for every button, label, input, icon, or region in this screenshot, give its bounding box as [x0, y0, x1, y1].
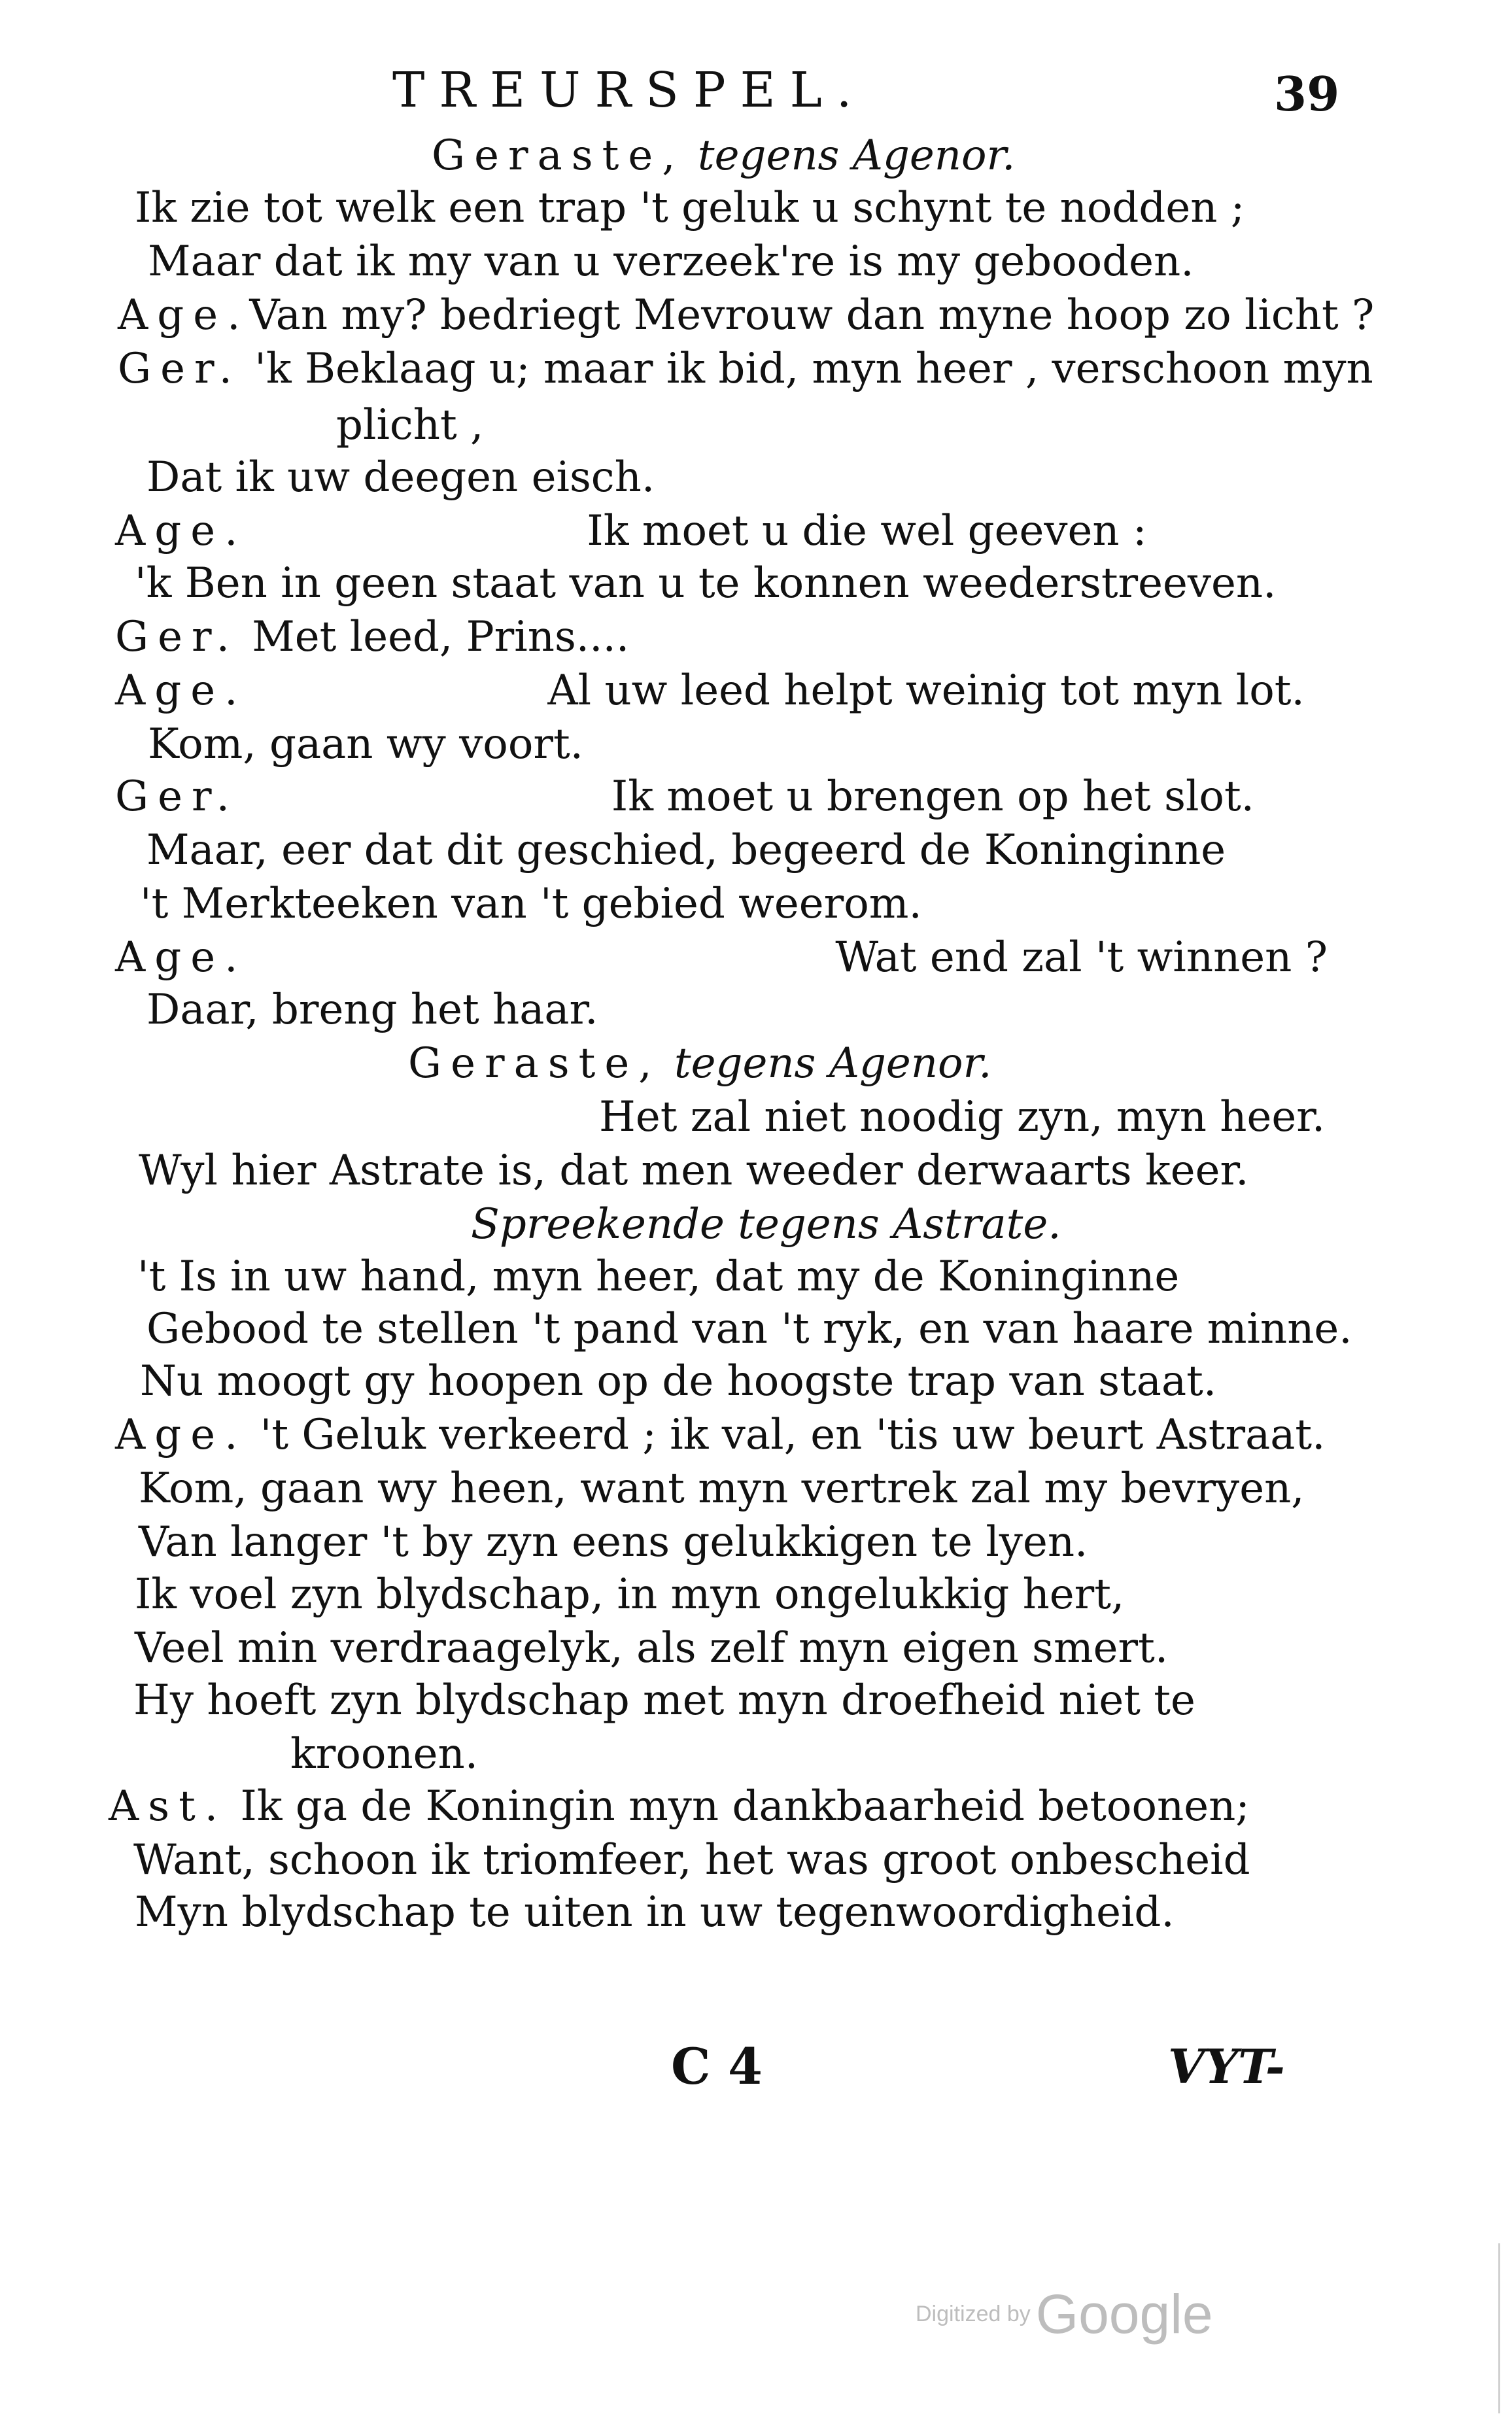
page-number: 39 — [1274, 66, 1340, 122]
digitized-watermark — [916, 2283, 1213, 2346]
line-text: 'k Beklaag u; maar ik bid, myn heer , verschoon myn — [254, 345, 1373, 393]
page-edge-line — [1498, 2243, 1500, 2413]
verse-line — [115, 770, 1254, 823]
direction-text: tegens Agenor. — [674, 1039, 992, 1088]
stage-direction — [408, 1037, 991, 1090]
verse-line: kroonen. — [290, 1730, 479, 1778]
verse-line — [115, 611, 629, 663]
verse-line: Hy hoeft zyn blydschap met myn droefheid niet te — [133, 1676, 1195, 1725]
verse-line — [118, 343, 1373, 395]
verse-line: Maar, eer dat dit geschied, begeerd de Koninginne — [146, 826, 1226, 874]
verse-line: Nu moogt gy hoopen op de hoogste trap van staat. — [140, 1357, 1217, 1406]
verse-line: Ik zie tot welk een trap 't geluk u schynt te nodden ; — [135, 184, 1245, 232]
verse-line: Van langer 't by zyn eens gelukkigen te lyen. — [139, 1518, 1088, 1566]
verse-line — [115, 1409, 1325, 1461]
line-text: Met leed, Prins.... — [252, 613, 630, 661]
line-text: Ik ga de Koningin myn dankbaarheid betoonen; — [240, 1782, 1250, 1831]
verse-line: Wyl hier Astrate is, dat men weeder derwaarts keer. — [139, 1147, 1249, 1195]
speaker: Age. — [115, 666, 247, 715]
google-logo: Google — [1035, 2283, 1213, 2345]
verse-line — [115, 664, 1305, 717]
catchword: VYT- — [1168, 2039, 1285, 2094]
line-text: Wat end zal 't winnen ? — [835, 933, 1328, 982]
verse-line — [118, 289, 1374, 341]
signature-mark: C 4 — [671, 2037, 763, 2096]
stage-direction — [432, 129, 1015, 182]
speaker: Ger. — [115, 772, 239, 821]
verse-line: Dat ik uw deegen eisch. — [146, 453, 655, 502]
line-text: Ik moet u brengen op het slot. — [611, 772, 1254, 821]
verse-line: Daar, breng het haar. — [146, 986, 598, 1034]
running-title: TREURSPEL. — [392, 62, 867, 118]
verse-line: 't Merkteeken van 't gebied weerom. — [140, 880, 922, 928]
verse-line: Want, schoon ik triomfeer, het was groot onbescheid — [133, 1836, 1250, 1884]
verse-line: Het zal niet noodig zyn, myn heer. — [599, 1093, 1326, 1141]
verse-line — [109, 1780, 1250, 1833]
verse-line — [115, 931, 1328, 984]
verse-line: 'k Ben in geen staat van u te konnen weederstreeven. — [135, 559, 1277, 608]
line-text: Al uw leed helpt weinig tot myn lot. — [547, 666, 1305, 715]
verse-line — [115, 505, 1147, 557]
speaker: Ger. — [115, 613, 239, 661]
speaker: Ast. — [109, 1782, 228, 1831]
speaker: Age. — [115, 933, 247, 982]
verse-line: Maar dat ik my van u verzeek're is my gebooden. — [148, 237, 1194, 286]
direction-text: tegens Agenor. — [697, 131, 1016, 180]
speaker: Geraste, — [408, 1039, 661, 1088]
verse-line: plicht , — [336, 401, 484, 449]
stage-direction: Spreekende tegens Astrate. — [471, 1200, 1061, 1249]
speaker: Geraste, — [432, 131, 685, 180]
verse-line: Kom, gaan wy heen, want myn vertrek zal my bevryen, — [139, 1464, 1305, 1513]
speaker: Age. — [115, 507, 247, 555]
verse-line: 't Is in uw hand, myn heer, dat my de Koninginne — [137, 1252, 1180, 1301]
verse-line: Kom, gaan wy voort. — [148, 720, 583, 768]
verse-line: Ik voel zyn blydschap, in myn ongelukkig hert, — [135, 1570, 1125, 1619]
line-text: Van my? bedriegt Mevrouw dan myne hoop zo licht ? — [249, 291, 1375, 339]
verse-line: Gebood te stellen 't pand van 't ryk, en van haare minne. — [146, 1305, 1352, 1353]
line-text: Ik moet u die wel geeven : — [587, 507, 1147, 555]
line-text: 't Geluk verkeerd ; ik val, en 'tis uw beurt Astraat. — [260, 1411, 1326, 1459]
speaker: Age. — [118, 291, 250, 339]
watermark-prefix: Digitized by — [916, 2302, 1031, 2326]
verse-line: Myn blydschap te uiten in uw tegenwoordigheid. — [135, 1888, 1175, 1937]
speaker: Age. — [115, 1411, 247, 1459]
speaker: Ger. — [118, 345, 241, 393]
verse-line: Veel min verdraagelyk, als zelf myn eigen smert. — [135, 1624, 1169, 1672]
